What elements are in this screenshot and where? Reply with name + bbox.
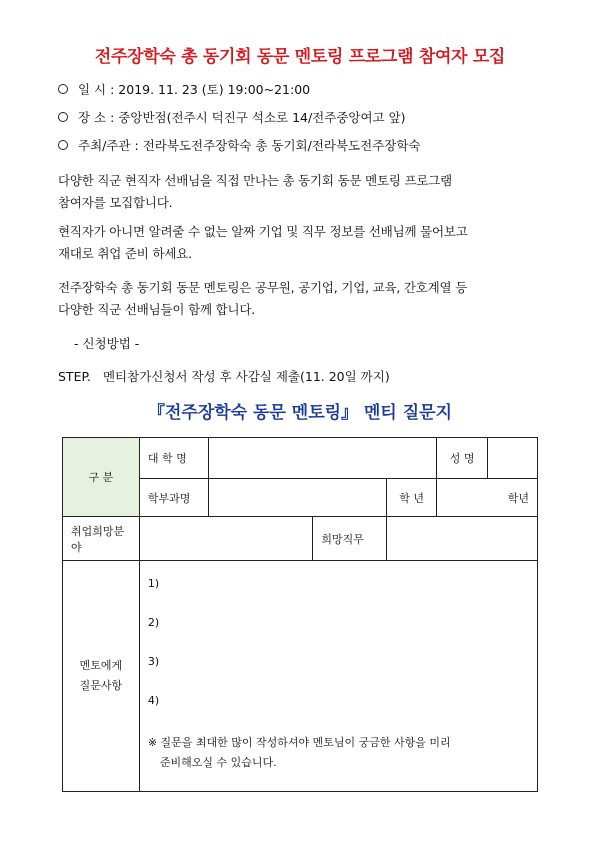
form-title: 『전주장학숙 동문 멘토링』 멘티 질문지 bbox=[147, 403, 452, 423]
career-field-label: 취업희망분야 bbox=[63, 517, 140, 561]
info-date: 일 시 : 2019. 11. 23 (토) 19:00~21:00 bbox=[58, 80, 310, 98]
step-text: 멘티참가신청서 작성 후 사감실 제출(11. 20일 까지) bbox=[102, 369, 390, 384]
question-4: 4) bbox=[147, 694, 160, 707]
page-title: 전주장학숙 총 동기회 동문 멘토링 프로그램 참여자 모집 bbox=[94, 47, 506, 67]
circle-bullet-icon bbox=[58, 84, 68, 94]
mentee-form-table bbox=[62, 437, 538, 792]
university-label: 대 학 명 bbox=[139, 438, 208, 479]
apply-method-heading: - 신청방법 - bbox=[74, 336, 140, 351]
info-host-label: 주최/주관 bbox=[78, 138, 131, 153]
paragraph-line: 전주장학숙 총 동기회 동문 멘토링은 공무원, 공기업, 기업, 교육, 간호계열 등 bbox=[58, 280, 468, 295]
year-suffix: 학년 bbox=[507, 491, 529, 505]
questions-area[interactable] bbox=[139, 561, 537, 792]
circle-bullet-icon bbox=[58, 112, 68, 122]
department-label: 학부과명 bbox=[139, 479, 208, 517]
paragraph-line: 다양한 직군 선배님들이 함께 합니다. bbox=[58, 302, 255, 317]
paragraph-line: 현직자가 아니면 알려줄 수 없는 알짜 기업 및 직무 정보를 선배님께 물어보고 bbox=[58, 224, 468, 239]
paragraph-line: 재대로 취업 준비 하세요. bbox=[58, 246, 192, 261]
info-date-label: 일 시 bbox=[78, 82, 107, 97]
desired-job-input[interactable] bbox=[387, 517, 538, 561]
questions-note bbox=[148, 733, 451, 773]
questions-label-line: 질문사항 bbox=[79, 679, 123, 692]
mentors-paragraph bbox=[58, 277, 544, 321]
question-3: 3) bbox=[147, 655, 160, 668]
career-field-input[interactable] bbox=[139, 517, 313, 561]
info-paragraph bbox=[58, 221, 544, 265]
circle-bullet-icon bbox=[58, 140, 68, 150]
info-location: 장 소 : 중앙반점(전주시 덕진구 석소로 14/전주중앙여고 앞) bbox=[58, 108, 406, 126]
info-date-value: 2019. 11. 23 (토) 19:00~21:00 bbox=[118, 82, 311, 97]
info-location-label: 장 소 bbox=[78, 110, 107, 125]
name-cell bbox=[437, 438, 538, 479]
info-location-value: 중앙반점(전주시 덕진구 석소로 14/전주중앙여고 앞) bbox=[118, 110, 406, 125]
note-line: 준비해오실 수 있습니다. bbox=[159, 756, 277, 769]
questions-label-line: 멘토에게 bbox=[79, 659, 123, 672]
year-label: 학 년 bbox=[387, 479, 437, 517]
info-host-value: 전라북도전주장학숙 총 동기회/전라북도전주장학숙 bbox=[142, 138, 421, 153]
department-field[interactable] bbox=[208, 479, 387, 517]
paragraph-line: 참여자를 모집합니다. bbox=[58, 195, 173, 210]
question-1: 1) bbox=[147, 577, 160, 590]
paragraph-line: 다양한 직군 현직자 선배님을 직접 만나는 총 동기회 동문 멘토링 프로그램 bbox=[58, 173, 452, 188]
note-line: ※ 질문을 최대한 많이 작성하셔야 멘토님이 궁금한 사항을 미리 bbox=[147, 736, 451, 749]
intro-paragraph bbox=[58, 170, 544, 214]
year-field[interactable] bbox=[437, 479, 538, 517]
name-label: 성 명 bbox=[437, 438, 488, 478]
desired-job-label: 희망직무 bbox=[313, 517, 387, 561]
info-host: 주최/주관 : 전라북도전주장학숙 총 동기회/전라북도전주장학숙 bbox=[58, 136, 421, 154]
name-field[interactable] bbox=[488, 438, 537, 478]
university-field[interactable] bbox=[208, 438, 436, 479]
question-2: 2) bbox=[147, 616, 160, 629]
step-line bbox=[58, 367, 390, 385]
category-header: 구 분 bbox=[63, 438, 140, 517]
questions-label bbox=[63, 561, 140, 792]
step-label: STEP. bbox=[58, 369, 92, 384]
